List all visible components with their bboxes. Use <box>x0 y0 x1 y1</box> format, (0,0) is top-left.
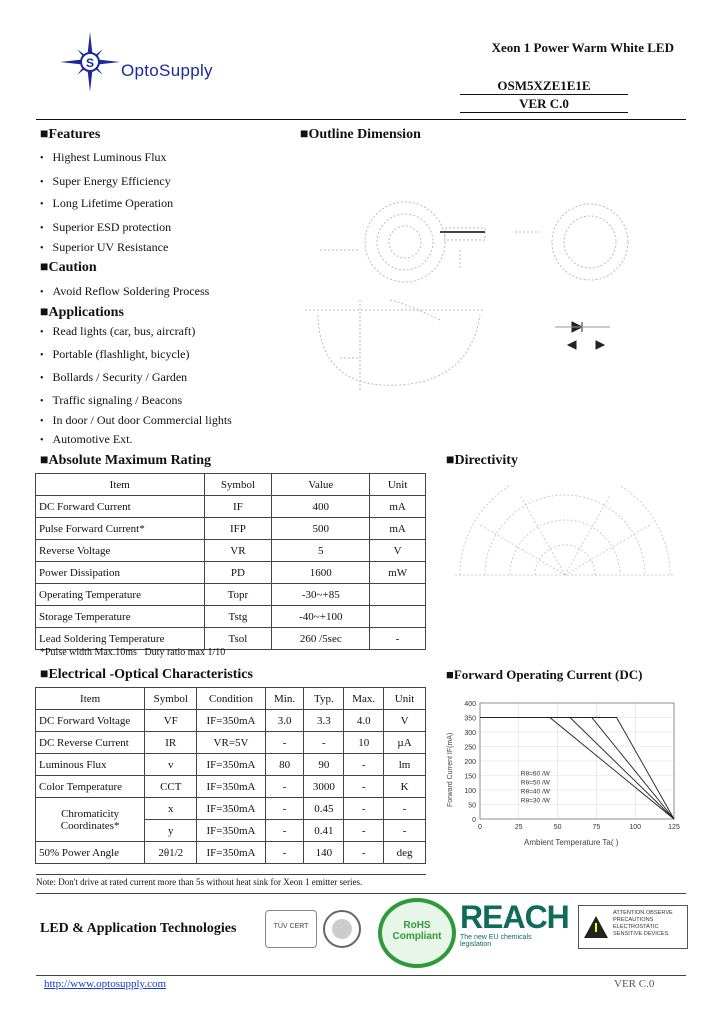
x-tick-label: 0 <box>478 824 482 831</box>
abs-max-note: *Pulse width Max.10ms Duty ratio max 1/10 <box>40 647 226 658</box>
features-heading: ■Features <box>40 127 101 142</box>
list-item: • In door / Out door Commercial lights <box>40 413 232 427</box>
list-item: • Long Lifetime Operation <box>40 196 174 210</box>
table-row: DC Forward Current IF 400 mA <box>36 496 426 518</box>
series-line <box>480 718 674 820</box>
table-row: DC Forward Voltage VF IF=350mA 3.0 3.3 4.0 V <box>36 710 426 732</box>
y-tick-label: 400 <box>464 701 476 708</box>
table-row: Chromaticity Coordinates* x IF=350mA - 0.45 - - <box>36 798 426 820</box>
eo-table <box>35 687 426 864</box>
esd-warning-badge: ATTENTION OBSERVE PRECAUTIONS ELECTROSTATIC SENSITIVE DEVICES <box>578 905 688 949</box>
version: VER C.0 <box>460 96 628 113</box>
list-item: • Super Energy Efficiency <box>40 174 171 188</box>
legend-label: Rθ=30 /W <box>520 797 550 805</box>
table-header: Item Symbol Value Unit <box>36 474 426 496</box>
x-tick-label: 125 <box>668 824 680 831</box>
legend-label: Rθ=50 /W <box>520 779 550 787</box>
y-tick-label: 300 <box>464 730 476 737</box>
table-row: Power Dissipation PD 1600 mW <box>36 562 426 584</box>
y-tick-label: 200 <box>464 759 476 766</box>
x-tick-label: 75 <box>592 824 601 831</box>
table-row: Lead Soldering Temperature Tsol 260 /5sec - <box>36 628 426 650</box>
list-item: • Automotive Ext. <box>40 432 133 446</box>
list-item: • Read lights (car, bus, aircraft) <box>40 324 196 338</box>
table-row: Pulse Forward Current* IFP 500 mA <box>36 518 426 540</box>
list-item: • Traffic signaling / Beacons <box>40 393 183 407</box>
eo-heading: ■Electrical -Optical Characteristics <box>40 667 253 682</box>
x-tick-label: 50 <box>553 824 562 831</box>
y-tick-label: 350 <box>464 715 476 723</box>
x-tick-label: 100 <box>629 824 642 831</box>
table-row: 50% Power Angle 2θ1/2 IF=350mA - 140 - deg <box>36 842 426 864</box>
table-row: Color Temperature CCT IF=350mA - 3000 - K <box>36 776 426 798</box>
certificate-badge <box>318 908 366 950</box>
list-item: • Highest Luminous Flux <box>40 150 167 164</box>
footer-divider-bottom <box>36 975 686 976</box>
eo-note: Note: Don't drive at rated current more than 5s without heat sink for Xeon 1 emitter series. <box>36 874 426 887</box>
table-row: DC Reverse Current IR VR=5V - - 10 µA <box>36 732 426 754</box>
tuv-badge: TÜV CERT <box>265 910 317 948</box>
table-row: y IF=350mA - 0.41 - - <box>36 820 426 842</box>
legend-label: Rθ=60 /W <box>520 770 550 778</box>
table-row: Reverse Voltage VR 5 V <box>36 540 426 562</box>
directivity-heading: ■Directivity <box>446 453 518 468</box>
table-header: Item Symbol Condition Min. Typ. Max. Unit <box>36 688 426 710</box>
y-tick-label: 0 <box>472 817 476 824</box>
outline-heading: ■Outline Dimension <box>300 127 421 142</box>
list-item: • Superior ESD protection <box>40 220 172 234</box>
abs-max-table <box>35 473 426 650</box>
y-tick-label: 150 <box>464 773 476 781</box>
y-tick-label: 100 <box>464 788 476 795</box>
header-divider <box>36 119 686 120</box>
x-axis-label: Ambient Temperature Ta( ) <box>524 838 619 847</box>
star-icon <box>58 30 122 94</box>
brand-logo <box>58 36 278 86</box>
caution-heading: ■Caution <box>40 260 97 275</box>
list-item: • Bollards / Security / Garden <box>40 370 188 384</box>
directivity-chart <box>450 485 680 585</box>
list-item: • Avoid Reflow Soldering Process <box>40 284 210 298</box>
y-tick-label: 250 <box>464 744 476 752</box>
outline-drawing <box>300 180 690 400</box>
warning-triangle-icon <box>583 914 609 940</box>
y-axis-label: Forward Current IF(mA) <box>447 732 454 807</box>
website-link[interactable]: http://www.optosupply.com <box>44 978 167 990</box>
rohs-badge: RoHS Compliant <box>378 898 456 968</box>
applications-heading: ■Applications <box>40 305 124 320</box>
list-item: • Superior UV Resistance <box>40 240 169 254</box>
table-row: Luminous Flux v IF=350mA 80 90 - lm <box>36 754 426 776</box>
footer-divider <box>36 893 686 894</box>
footer-version: VER C.0 <box>614 978 655 990</box>
x-tick-label: 25 <box>514 824 523 831</box>
list-item: • Portable (flashlight, bicycle) <box>40 347 190 361</box>
forward-current-chart <box>440 695 690 850</box>
table-row: Operating Temperature Topr -30~+85 <box>36 584 426 606</box>
part-number: OSM5XZE1E1E <box>460 78 628 95</box>
svg-text:S: S <box>85 56 95 70</box>
y-tick-label: 50 <box>468 802 476 810</box>
legend-label: Rθ=40 /W <box>520 788 550 796</box>
forward-chart-heading: ■Forward Operating Current (DC) <box>446 667 643 682</box>
product-title: Xeon 1 Power Warm White LED <box>491 40 674 55</box>
company-name: LED & Application Technologies <box>40 921 237 936</box>
table-row: Storage Temperature Tstg -40~+100 <box>36 606 426 628</box>
reach-badge: REACH The new EU chemicals legislation <box>460 899 569 948</box>
brand-name: OptoSupply <box>121 61 213 80</box>
abs-max-heading: ■Absolute Maximum Rating <box>40 453 212 468</box>
